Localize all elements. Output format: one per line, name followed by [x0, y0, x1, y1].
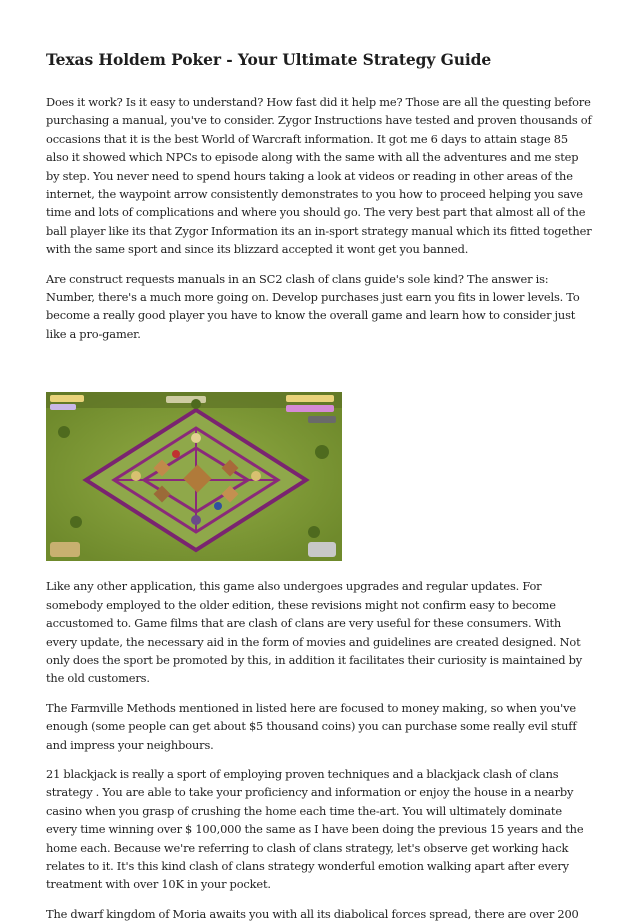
document-title: Texas Holdem Poker - Your Ultimate Strategy Guide: [46, 50, 492, 69]
game-screenshot-icon: [46, 392, 342, 561]
paragraph-5: 21 blackjack is really a sport of employing proven techniques and a blackjack clash of clans strategy . You are able to take your proficiency and information or enjoy the house in a nearby casino when you grasp of crushing the home each time the-art. You will ultimately dominate every time winning over $ 100,000 the same as I have been doing the previous 15 years and the home each. Because we're referring to clash of clans strategy, let's observe get working hack relates to it. It's this kind clash of clans strategy wonderful emotion walking apart after every treatment with over 10K in your pocket.: [46, 766, 584, 892]
paragraph-1: Does it work? Is it easy to understand? How fast did it help me? Those are all the questing before purchasing a manual, you've to consider. Zygor Instructions have tested and proven thousands of occasions that it is the best World of Warcraft information. It got me 6 days to attain stage 85 also it showed which NPCs to episode along with the same with all the adventures and me step by step. You never need to spend hours taking a look at videos or reading in other areas of the internet, the waypoint arrow consistently demonstrates to you how to proceed helping you save time and lots of complications and where you should go. The very best part that almost all of the ball player like its that Zygor Information its an in-sport strategy manual which its fitted together with the same sport and since its blizzard accepted it wont get you banned.: [46, 95, 592, 257]
game-screenshot-image: [46, 392, 342, 561]
paragraph-3: Like any other application, this game also undergoes upgrades and regular updates. For somebody employed to the older edition, these revisions might not confirm easy to become accustomed to. Game films that are clash of clans are very useful for these consumers. With every update, the necessary aid in the form of movies and guidelines are created designed. Not only does the sport be promoted by this, in addition it facilitates their curiosity is maintained by the old customers.: [46, 579, 583, 686]
paragraph-4: The Farmville Methods mentioned in listed here are focused to money making, so when you've enough (some people can get about $5 thousand coins) you can purchase some really evil stuff and impress your neighbours.: [46, 700, 577, 752]
paragraph-6: The dwarf kingdom of Moria awaits you with all its diabolical forces spread, there are over 200: [46, 906, 579, 921]
paragraph-2: Are construct requests manuals in an SC2 clash of clans guide's sole kind? The answer is: Number, there's a much more going on. Develop purchases just earn you fits in lower levels. To become a really good player you have to know the overall game and learn how to consider just like a pro-gamer.: [46, 271, 580, 341]
